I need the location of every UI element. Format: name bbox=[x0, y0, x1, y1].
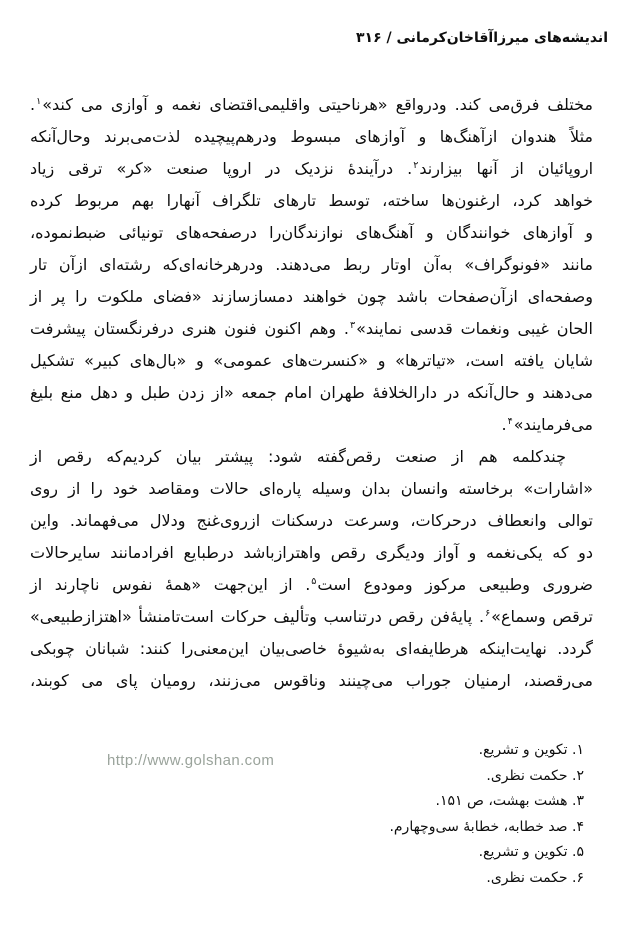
text-line: می‌رقصند، ارمنیان جوراب می‌چینند وناقوس می‌زنند، رومیان پای می کوبند، bbox=[30, 671, 593, 690]
footnote-marker: ۲ bbox=[413, 159, 419, 171]
body-text bbox=[30, 89, 593, 697]
footnotes-list bbox=[389, 738, 584, 891]
text-line: وصفحه‌ای ازآن‌صفحات باشد چون خواهند دمسازسازند «فضای ملکوت را پر از bbox=[30, 287, 593, 306]
watermark-url: http://www.golshan.com bbox=[107, 752, 275, 769]
text-line: می‌دهند و حال‌آنکه در دارالخلافۀ طهران امام جمعه «از زدن طبل و دهل منع بلیغ bbox=[30, 383, 593, 402]
text-line: الحان غیبی ونغمات قدسی نمایند»$^۳$. وهم اکنون فنون هنری درفرنگستان پیشرفت bbox=[30, 319, 593, 338]
text-line: گردد. نهایت‌اینکه هرطایفه‌ای به‌شیوۀ خاصی‌بیان این‌معنی‌را کنند: شبانان چوبکی bbox=[30, 639, 593, 658]
footnote-item: ۳. هشت بهشت، ص ۱۵۱. bbox=[435, 793, 584, 809]
text-line: ترقص وسماع»$^۶$. پایۀ‌فن رقص درتناسب وتألیف حرکات است‌تامنشأ «اهتزازطبیعی» bbox=[30, 607, 593, 626]
footnote-marker: ۳ bbox=[350, 319, 356, 331]
text-line: توالی وانعطاف درحرکات، وسرعت درسکنات ازروی‌غنج ودلال می‌فهماند. واین bbox=[30, 511, 593, 530]
text-line: و آوازهای خوانندگان و آهنگ‌های نوازندگان‌را درصفحه‌های تونیائی ضبط‌نموده، bbox=[30, 223, 593, 242]
footnote-marker: ۶ bbox=[485, 607, 491, 619]
footnote-marker: ۱ bbox=[36, 95, 42, 107]
text-line: اروپائیان از آنها بیزارند$^۲$. درآیندۀ نزدیک در اروپا صنعت «کر» ترقی زیاد bbox=[30, 159, 594, 178]
footnote-item: ۱. تکوین و تشریع. bbox=[478, 742, 584, 758]
text-line: ضروری وطبیعی مرکوز ومودوع است$^۵$. از این‌جهت «همۀ نفوس ناچارند از bbox=[30, 575, 593, 594]
text-line: «اشارات» برخاسته وانسان بدان وسیله پاره‌ای حالات ومقاصد خود را از روی bbox=[30, 479, 593, 498]
footnote-item: ۲. حکمت نظری. bbox=[486, 767, 584, 784]
text-line: مثلاً هندوان ازآهنگ‌ها و آوازهای مبسوط ودرهم‌پیچیده لذت‌می‌برند وحال‌آنکه bbox=[30, 127, 593, 146]
footnote-marker: ۵ bbox=[311, 575, 317, 587]
text-line: دو که یکی‌نغمه و آواز ودیگری رقص واهترازباشد درطبایع افرادمانند سایرحالات bbox=[30, 543, 593, 562]
paragraph bbox=[30, 89, 593, 441]
running-head: اندیشه‌های میرزاآقاخان‌کرمانی / ۳۱۶ bbox=[356, 30, 608, 46]
text-line: می‌فرمایند»$^۴$. bbox=[501, 415, 593, 434]
text-line: چندکلمه هم از صنعت رقص‌گفته شود: پیشتر بیان کردیم‌که رقص از bbox=[30, 447, 566, 466]
paragraph bbox=[30, 441, 593, 697]
footnote-item: ۴. صد خطابه، خطابۀ سی‌وچهارم. bbox=[389, 818, 584, 835]
text-line: شایان یافته است، «تیاترها» و «کنسرت‌های عمومی» و «بال‌های کبیر» تشکیل bbox=[30, 351, 593, 370]
text-line: مختلف فرق‌می کند. ودرواقع «هرناحیتی واقلیمی‌اقتضای نغمه و آوازی می کند»$^۱$. bbox=[30, 95, 593, 114]
text-line: مانند «فونوگراف» به‌آن اوتار ربط می‌دهند. ودرهرخانه‌ای‌که رشته‌ای ازآن تار bbox=[30, 255, 593, 274]
footnote-item: ۶. حکمت نظری. bbox=[486, 869, 584, 886]
footnote-item: ۵. تکوین و تشریع. bbox=[478, 844, 584, 860]
footnote-marker: ۴ bbox=[507, 415, 513, 427]
text-line: خواهد کرد، ارغنون‌ها ساخته، توسط تارهای تلگراف آنهارا بهم مربوط کرده bbox=[30, 191, 593, 210]
